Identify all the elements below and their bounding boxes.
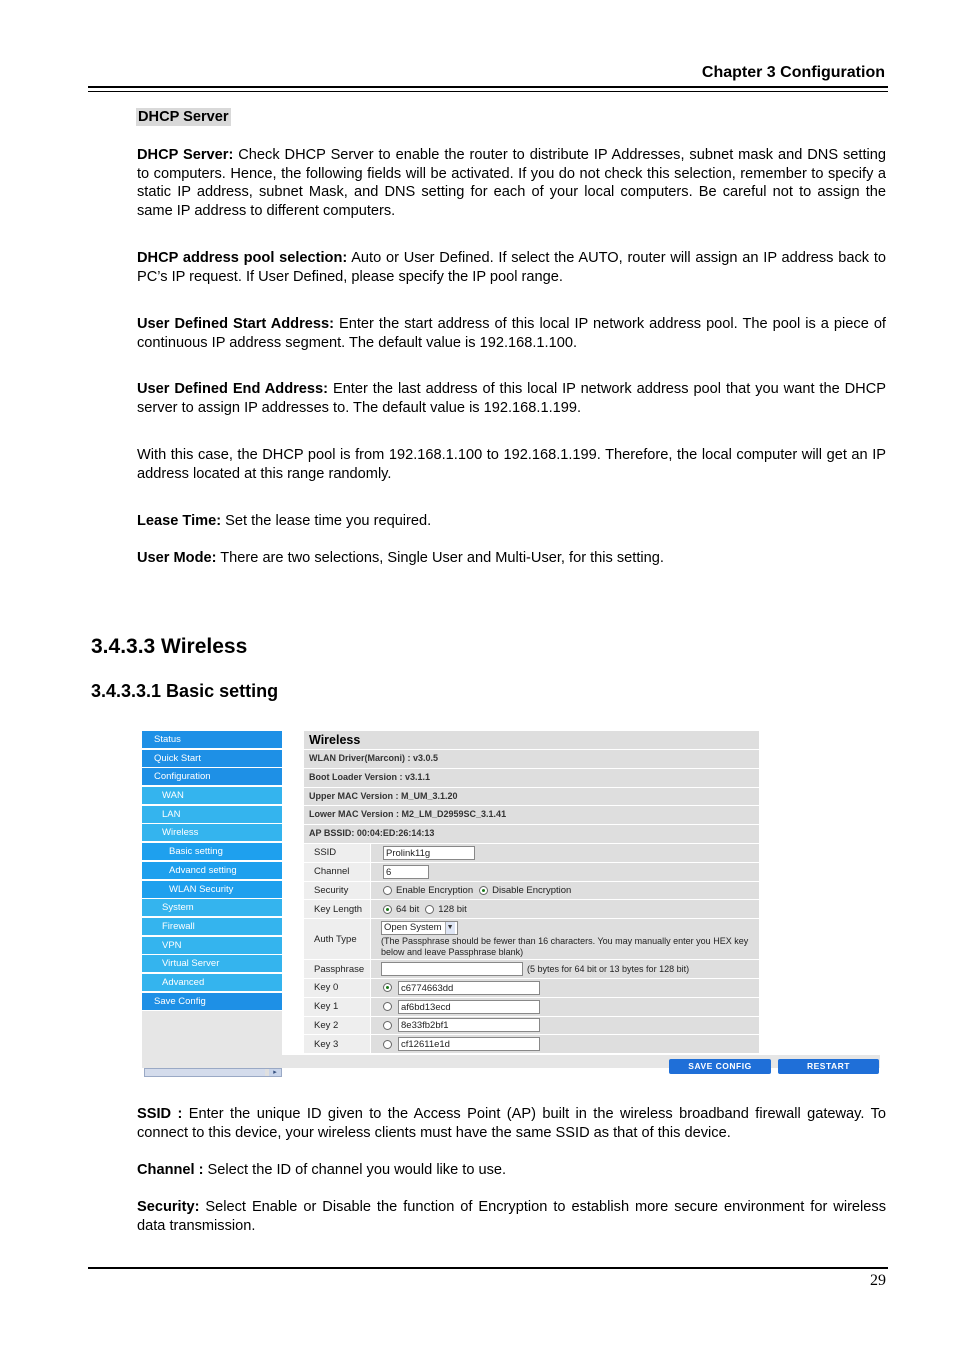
scrollbar-thumb[interactable] (145, 1069, 265, 1076)
channel-input[interactable]: 6 (383, 865, 429, 879)
restart-button[interactable]: RESTART (778, 1059, 879, 1074)
router-screenshot (142, 731, 880, 1078)
key-length-64-radio[interactable] (383, 905, 392, 914)
start-address-para: User Defined Start Address: Enter the start address of this local IP network address pool. The pool is a piece of continuous IP address segment. The default value is 192.168.1.100. (137, 316, 886, 351)
key0-input[interactable]: c6774663dd (398, 981, 540, 995)
nav-menu (142, 731, 282, 1011)
security-label: Security (304, 882, 370, 900)
scroll-right-arrow-icon[interactable]: ▸ (269, 1069, 281, 1076)
dhcp-server-para: DHCP Server: Check DHCP Server to enable the router to distribute IP Addresses, subnet mask and DNS setting to computers. Hence, the following fields will be activated. If you do not check this selection, remember to specify a static IP address, subnet Mask, and DNS setting for each of your local computers. Be careful not to assign the same IP address to different computers. (137, 147, 886, 219)
key-length-label: Key Length (304, 900, 370, 918)
disable-encryption-radio[interactable] (479, 886, 488, 895)
row-key2 (304, 1017, 759, 1035)
row-key3 (304, 1035, 759, 1053)
ssid-input[interactable]: Prolink11g (383, 846, 475, 860)
ssid-label: SSID (304, 844, 370, 862)
row-key-length (304, 900, 759, 918)
key2-radio[interactable] (383, 1021, 392, 1030)
save-config-button[interactable]: SAVE CONFIG (669, 1059, 771, 1074)
section-subtitle: 3.4.3.3.1 Basic setting (91, 681, 279, 701)
ssid-para: SSID : Enter the unique ID given to the Access Point (AP) built in the wireless broadband firewall gateway. To connect to this device, your wireless clients must have the same SSID as that of this device. (137, 1106, 886, 1141)
nav-background (142, 1011, 282, 1068)
horizontal-scrollbar[interactable] (144, 1068, 282, 1077)
row-key0 (304, 979, 759, 997)
nav-advanced-setting[interactable]: Advancd setting (142, 862, 282, 879)
nav-basic-setting[interactable]: Basic setting (142, 843, 282, 860)
nav-firewall[interactable]: Firewall (142, 918, 282, 935)
auth-type-note: (The Passphrase should be fewer than 16 characters. You may manually enter you HEX key below and leave Passphrase blank) (381, 935, 749, 957)
passphrase-note: (5 bytes for 64 bit or 13 bytes for 128 bit) (527, 964, 690, 975)
dhcp-pool-para: DHCP address pool selection: Auto or User Defined. If select the AUTO, router will assign an IP address back to PC’s IP request. If User Defined, please specify the IP pool range. (137, 250, 886, 285)
key0-label: Key 0 (304, 979, 370, 997)
nav-lan[interactable]: LAN (142, 806, 282, 823)
page-number: 29 (870, 1272, 886, 1289)
nav-wlan-security[interactable]: WLAN Security (142, 881, 282, 898)
channel-label: Channel (304, 863, 370, 881)
header-rule (88, 86, 888, 88)
key1-input[interactable]: af6bd13ecd (398, 1000, 540, 1014)
range-para: With this case, the DHCP pool is from 192.168.1.100 to 192.168.1.199. Therefore, the local computer will get an IP address located at this range randomly. (137, 447, 886, 482)
dhcp-heading: DHCP Server (138, 109, 229, 125)
info-driver: WLAN Driver(Marconi) : v3.0.5 (304, 750, 759, 768)
chapter-title: Chapter 3 Configuration (701, 64, 885, 81)
key-length-64-label: 64 bit (396, 903, 420, 915)
key2-label: Key 2 (304, 1017, 370, 1035)
end-address-para: User Defined End Address: Enter the last address of this local IP network address pool that you want the DHCP server to assign IP addresses to. The default value is 192.168.1.199. (137, 381, 886, 416)
nav-save-config[interactable]: Save Config (142, 993, 282, 1010)
row-key1 (304, 998, 759, 1016)
row-security (304, 882, 759, 900)
wireless-panel (304, 731, 759, 1054)
panel-title: Wireless (304, 731, 759, 749)
passphrase-label: Passphrase (304, 960, 370, 978)
section-title: 3.4.3.3 Wireless (91, 635, 248, 658)
nav-wan[interactable]: WAN (142, 787, 282, 804)
nav-vpn[interactable]: VPN (142, 937, 282, 954)
key-length-128-label: 128 bit (438, 903, 467, 915)
row-ssid (304, 844, 759, 862)
channel-para: Channel : Select the ID of channel you would like to use. (137, 1162, 507, 1178)
nav-quick-start[interactable]: Quick Start (142, 750, 282, 767)
key0-radio[interactable] (383, 983, 392, 992)
chevron-down-icon: ▼ (445, 922, 455, 934)
user-mode-para: User Mode: There are two selections, Single User and Multi-User, for this setting. (137, 550, 664, 566)
nav-configuration[interactable]: Configuration (142, 768, 282, 785)
header-rule-thin (88, 91, 888, 92)
row-channel (304, 863, 759, 881)
lease-time-para: Lease Time: Set the lease time you required. (137, 513, 432, 529)
nav-virtual-server[interactable]: Virtual Server (142, 955, 282, 972)
disable-encryption-label: Disable Encryption (492, 884, 572, 896)
info-bssid: AP BSSID: 00:04:ED:26:14:13 (304, 825, 759, 843)
passphrase-input[interactable] (381, 962, 523, 976)
info-lower-mac: Lower MAC Version : M2_LM_D2959SC_3.1.41 (304, 806, 759, 824)
key-length-128-radio[interactable] (425, 905, 434, 914)
nav-wireless[interactable]: Wireless (142, 824, 282, 841)
row-auth-type (304, 919, 759, 959)
security-para: Security: Select Enable or Disable the function of Encryption to establish more secure environment for wireless data transmission. (137, 1199, 886, 1234)
auth-type-label: Auth Type (304, 919, 370, 959)
key2-input[interactable]: 8e33fb2bf1 (398, 1018, 540, 1032)
auth-type-select[interactable]: Open System ▼ (381, 921, 458, 935)
nav-advanced[interactable]: Advanced (142, 974, 282, 991)
enable-encryption-label: Enable Encryption (396, 884, 474, 896)
row-passphrase (304, 960, 759, 978)
nav-status[interactable]: Status (142, 731, 282, 748)
key1-label: Key 1 (304, 998, 370, 1016)
key3-label: Key 3 (304, 1035, 370, 1053)
nav-system[interactable]: System (142, 899, 282, 916)
info-bootloader: Boot Loader Version : v3.1.1 (304, 769, 759, 787)
enable-encryption-radio[interactable] (383, 886, 392, 895)
key1-radio[interactable] (383, 1002, 392, 1011)
key3-radio[interactable] (383, 1040, 392, 1049)
key3-input[interactable]: cf12611e1d (398, 1037, 540, 1051)
footer-rule (88, 1267, 888, 1269)
info-upper-mac: Upper MAC Version : M_UM_3.1.20 (304, 788, 759, 806)
